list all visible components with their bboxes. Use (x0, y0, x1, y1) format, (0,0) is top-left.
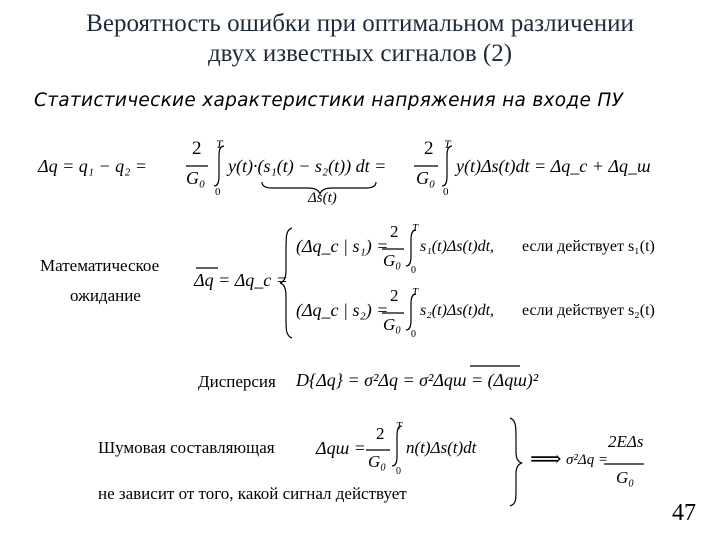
noise-label: Шумовая составляющая (98, 438, 275, 457)
noise-integrand: n(t)Δs(t)dt (406, 438, 477, 457)
noise-result-num: 2EΔs (608, 432, 644, 451)
formula1-frac-den: G₀ (186, 168, 206, 188)
slide-title-line1: Вероятность ошибки при оптимальном различении (86, 10, 634, 37)
expectation-case2-text: если действует s₂(t) (522, 302, 655, 319)
formula1-upper-limit-2: T (444, 137, 451, 151)
variance-label: Дисперсия (198, 372, 276, 391)
expectation-case2-lower: 0 (411, 329, 416, 340)
case1-integral (406, 230, 416, 266)
formula1-frac2-den: G₀ (416, 168, 436, 188)
noise-lower: 0 (396, 466, 401, 477)
formula1-lower-limit-2: 0 (443, 186, 449, 198)
formula1-frac-num: 2 (192, 138, 202, 159)
expectation-label-line1: Математическое (40, 256, 160, 275)
expectation-case1-upper: T (412, 222, 419, 234)
expectation-case2-cond: (Δq_c | s₂) = (296, 300, 389, 320)
page-number: 47 (672, 500, 696, 526)
expectation-case2-frac-num: 2 (390, 286, 399, 305)
noise-result-den: G₀ (616, 468, 635, 487)
expectation-case1-cond: (Δq_c | s₁) = (296, 236, 389, 256)
expectation-case1-expr: s₁(t)Δs(t)dt, (420, 238, 495, 255)
case2-integral (406, 294, 416, 330)
underbrace (262, 182, 376, 194)
expectation-case1-lower: 0 (411, 265, 416, 276)
noise-frac-num: 2 (376, 424, 385, 443)
noise-note: не зависит от того, какой сигнал действует (98, 484, 407, 503)
expectation-case2-frac-den: G₀ (383, 315, 402, 334)
cases-brace (280, 228, 292, 338)
variance-expr: D{Δq} = σ²Δq = σ²Δqш = (Δqш)² (296, 370, 539, 390)
expectation-case1-frac-den: G₀ (383, 251, 402, 270)
integral-sign-2 (442, 146, 452, 186)
formula1-middle: y(t)·(s₁(t) − s₂(t)) dt = (228, 156, 387, 176)
noise-frac-den: G₀ (368, 452, 387, 471)
slide-subtitle: Статистические характеристики напряжения на входе ПУ (34, 90, 624, 111)
expectation-case2-upper: T (412, 286, 419, 298)
implies-arrow: ⟹ (530, 446, 562, 471)
formula1-upper-limit: T (216, 137, 223, 151)
expectation-case2-expr: s₂(t)Δs(t)dt, (420, 302, 495, 319)
expectation-label-line2: ожидание (70, 286, 141, 305)
formula1-rhs: y(t)Δs(t)dt = Δq_c + Δq_ш (456, 156, 651, 176)
expectation-case1-frac-num: 2 (390, 222, 399, 241)
formula1-lower-limit: 0 (215, 186, 221, 198)
expectation-case1-text: если действует s₁(t) (522, 238, 655, 255)
formula1-underbrace-label: Δs(t) (308, 190, 337, 206)
formula1-frac2-num: 2 (424, 138, 434, 159)
noise-expr: Δqш = (316, 438, 366, 458)
slide-title-line2: двух известных сигналов (2) (207, 40, 513, 67)
formula1-lhs: Δq = q₁ − q₂ = (38, 156, 148, 176)
noise-result-lhs: σ²Δq = (566, 452, 609, 468)
integral-sign-1 (214, 146, 224, 186)
noise-upper: T (396, 420, 403, 432)
noise-integral (392, 426, 402, 466)
noise-group-brace (510, 418, 522, 506)
expectation-lhs: Δq = Δq_c = (194, 270, 288, 290)
